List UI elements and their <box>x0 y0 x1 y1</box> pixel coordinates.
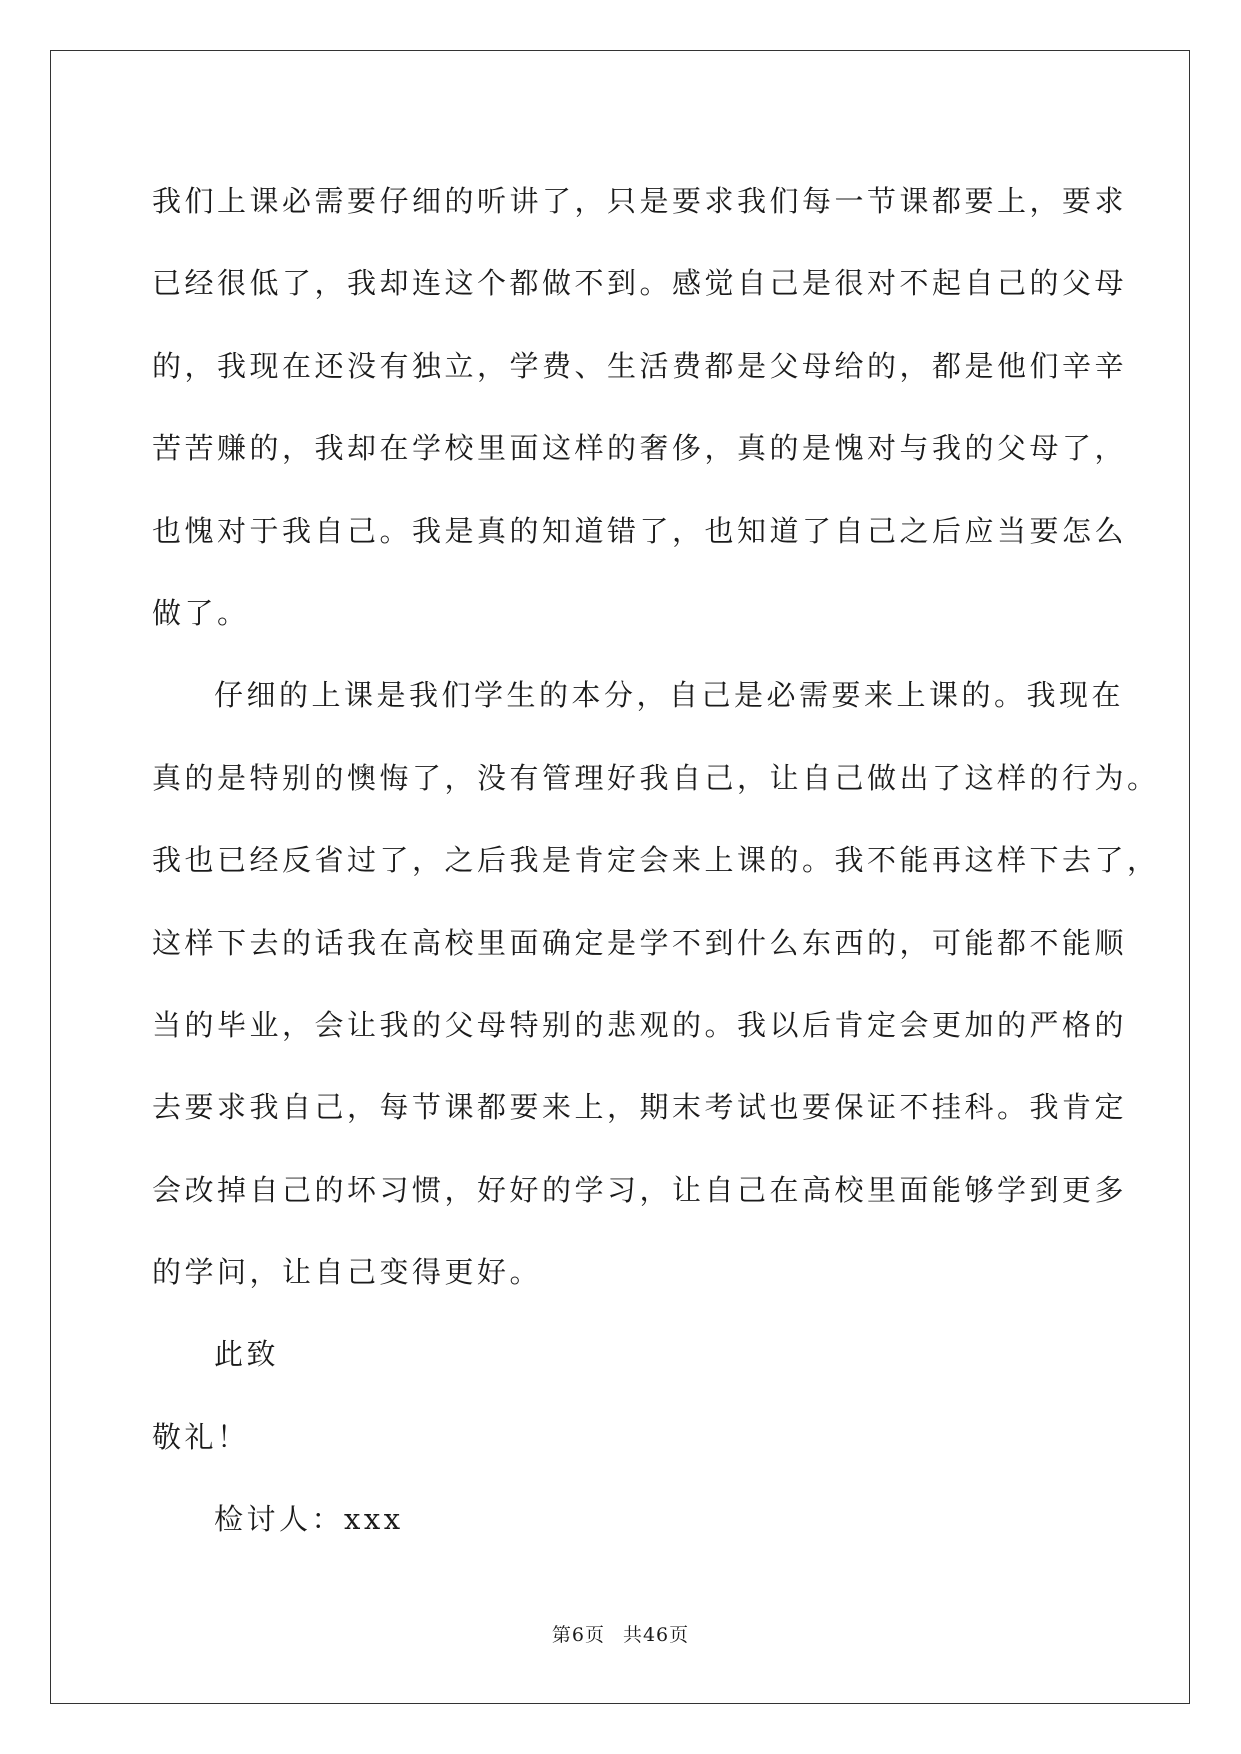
text-line-6: 做了。 <box>152 595 250 630</box>
text-line-1: 我们上课必需要仔细的听讲了，只是要求我们每一节课都要上，要求 <box>152 184 1128 218</box>
document-body <box>152 160 1160 1561</box>
text-line-9: 我也已经反省过了，之后我是肯定会来上课的。我不能再这样下去了， <box>152 843 1160 878</box>
text-line-12: 去要求我自己，每节课都要来上，期末考试也要保证不挂科。我肯定 <box>152 1090 1128 1125</box>
text-line-3: 的，我现在还没有独立，学费、生活费都是父母给的，都是他们辛辛 <box>152 348 1128 383</box>
closing-regards: 敬礼！ <box>152 1419 250 1454</box>
page-footer <box>0 1620 1241 1647</box>
text-line-5: 也愧对于我自己。我是真的知道错了，也知道了自己之后应当要怎么 <box>152 513 1128 548</box>
text-line-2: 已经很低了，我却连这个都做不到。感觉自己是很对不起自己的父母 <box>152 266 1128 301</box>
page-number: 第6页 <box>551 1624 605 1646</box>
closing-salutation: 此致 <box>214 1337 280 1372</box>
text-line-7: 仔细的上课是我们学生的本分，自己是必需要来上课的。我现在 <box>214 678 1125 713</box>
text-line-8: 真的是特别的懊悔了，没有管理好我自己，让自己做出了这样的行为。 <box>152 760 1160 795</box>
page-total: 共46页 <box>622 1624 690 1646</box>
text-line-11: 当的毕业，会让我的父母特别的悲观的。我以后肯定会更加的严格的 <box>152 1007 1128 1042</box>
text-line-13: 会改掉自己的坏习惯，好好的学习，让自己在高校里面能够学到更多 <box>152 1172 1128 1207</box>
text-line-4: 苦苦赚的，我却在学校里面这样的奢侈，真的是愧对与我的父母了， <box>152 431 1128 466</box>
text-line-14: 的学问，让自己变得更好。 <box>152 1255 543 1290</box>
text-line-10: 这样下去的话我在高校里面确定是学不到什么东西的，可能都不能顺 <box>152 925 1128 960</box>
signature-line: 检讨人：xxx <box>214 1502 404 1537</box>
